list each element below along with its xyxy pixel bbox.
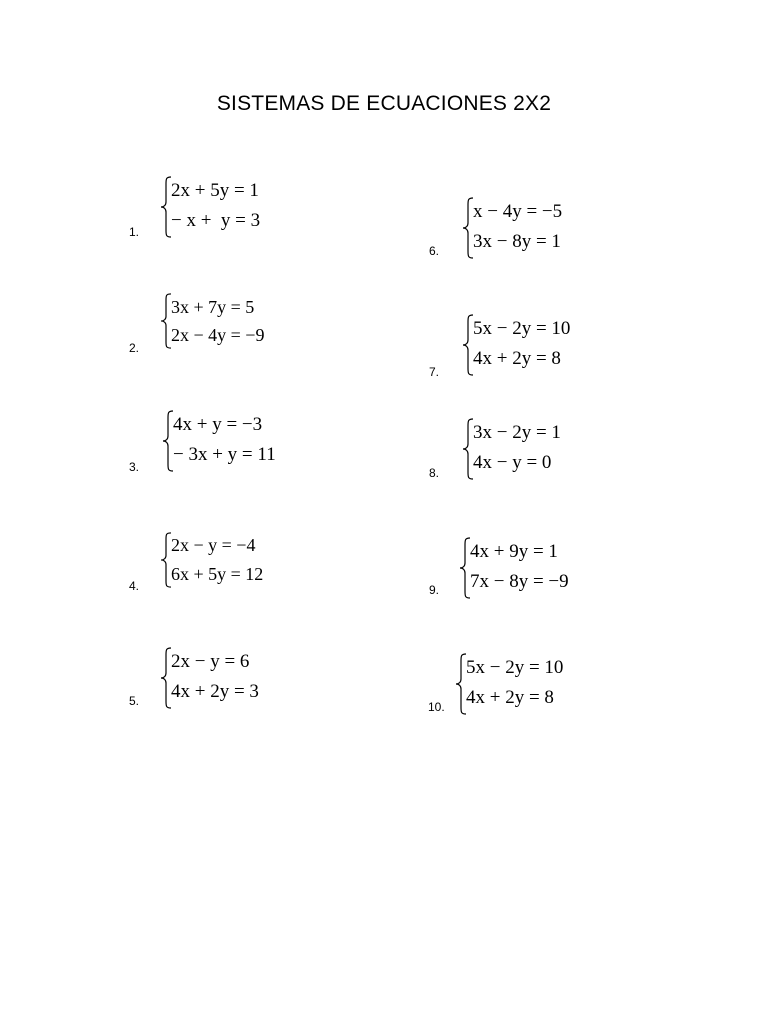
page-title: SISTEMAS DE ECUACIONES 2X2 (216, 92, 552, 115)
equation-2: 3x − 8y = 1 (473, 231, 561, 252)
equation-system (160, 293, 330, 355)
equation-1: 4x + 9y = 1 (470, 541, 558, 562)
exercise-number: 10. (428, 700, 445, 714)
exercise-number: 3. (129, 460, 140, 474)
equation-1: 5x − 2y = 10 (473, 318, 571, 339)
equation-system (162, 410, 332, 472)
equation-1: 2x − y = −4 (171, 535, 256, 555)
exercise-number: 8. (429, 466, 440, 480)
equation-1: 2x + 5y = 1 (171, 180, 259, 201)
equation-system (462, 314, 632, 376)
exercise-number: 1. (129, 225, 140, 239)
equation-2: − x + y = 3 (171, 210, 261, 231)
equation-2: 7x − 8y = −9 (470, 571, 569, 592)
equation-2: − 3x + y = 11 (173, 444, 276, 465)
equation-system (462, 197, 632, 259)
equation-system (462, 418, 632, 480)
equation-1: 3x − 2y = 1 (473, 422, 561, 443)
equation-1: x − 4y = −5 (473, 201, 563, 222)
equation-1: 2x − y = 6 (171, 651, 250, 672)
equation-system (160, 647, 330, 709)
equation-2: 4x + 2y = 8 (473, 348, 561, 369)
exercise-number: 9. (429, 583, 440, 597)
exercise-number: 7. (429, 365, 440, 379)
equation-system (160, 532, 330, 594)
equation-system (160, 176, 330, 238)
equation-1: 5x − 2y = 10 (466, 657, 564, 678)
equation-1: 4x + y = −3 (173, 414, 263, 435)
equation-2: 6x + 5y = 12 (171, 564, 264, 584)
exercise-number: 4. (129, 579, 140, 593)
exercise-number: 5. (129, 694, 140, 708)
exercise-number: 6. (429, 244, 440, 258)
equation-2: 2x − 4y = −9 (171, 325, 265, 345)
equation-system (459, 537, 629, 599)
equation-2: 4x − y = 0 (473, 452, 552, 473)
equation-2: 4x + 2y = 3 (171, 681, 259, 702)
exercise-number: 2. (129, 341, 140, 355)
equation-system (455, 653, 625, 715)
equation-1: 3x + 7y = 5 (171, 297, 255, 317)
equation-2: 4x + 2y = 8 (466, 687, 554, 708)
